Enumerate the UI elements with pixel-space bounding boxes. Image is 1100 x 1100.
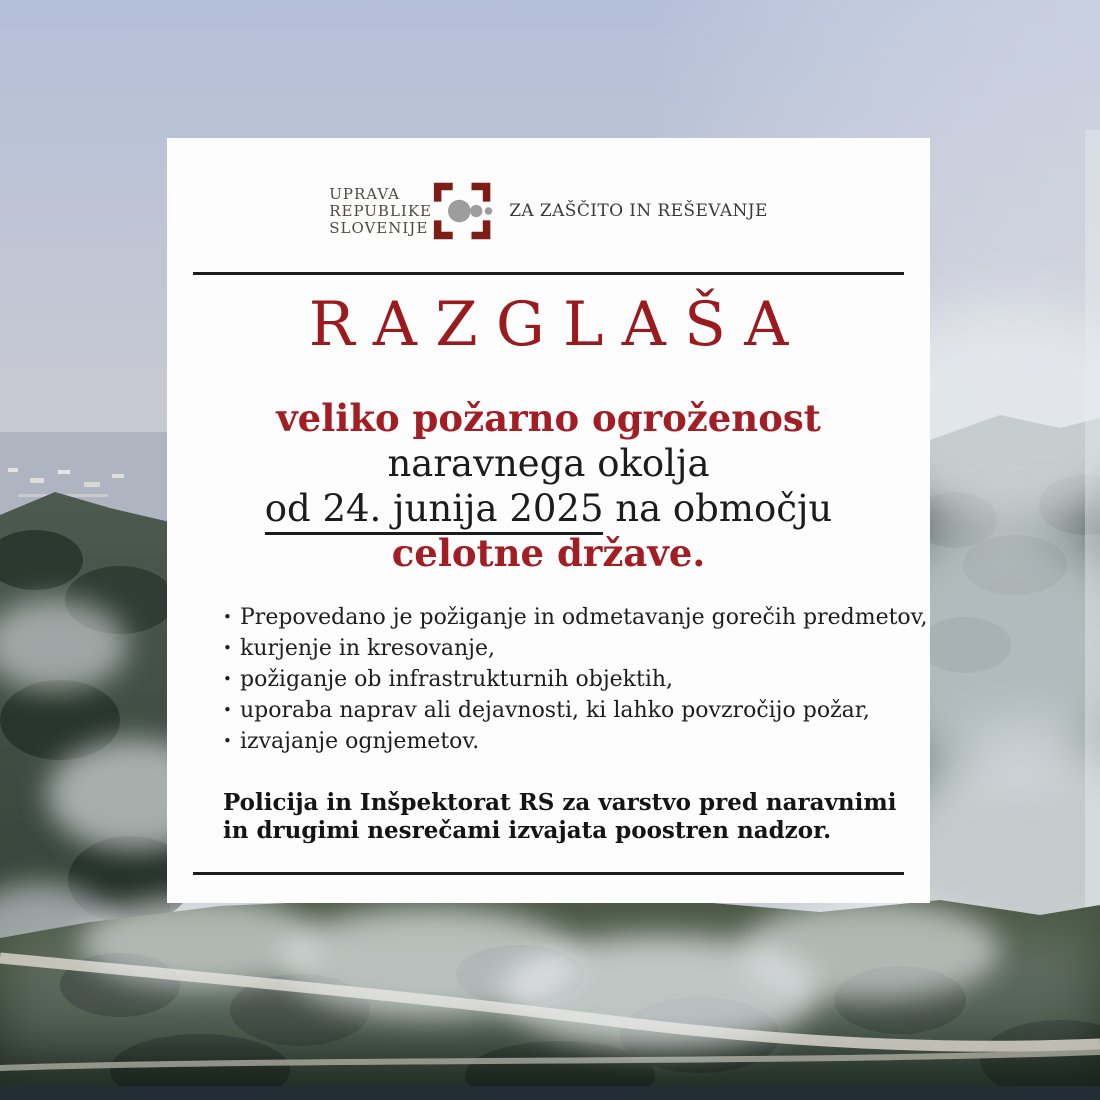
prohibition-list (223, 602, 928, 757)
divider-top (193, 272, 904, 275)
notice-card (167, 138, 930, 903)
bullet-dot: • (223, 670, 232, 688)
urszr-brackets-icon (432, 179, 496, 243)
logo-org-name (329, 184, 432, 237)
list-item-text: Prepovedano je požiganje in odmetavanje gorečih predmetov, (240, 605, 928, 630)
logo-org-line: UPRAVA (329, 184, 400, 203)
list-item-text: požiganje ob infrastrukturnih objektih, (240, 667, 674, 692)
bullet-dot: • (223, 639, 232, 657)
bullet-dot: • (223, 701, 232, 719)
proclamation-date-rest: na območju (603, 487, 833, 530)
logo-org-line: REPUBLIKE (329, 201, 432, 220)
list-item (223, 602, 928, 633)
bullet-dot: • (223, 608, 232, 626)
proclamation-line-date (167, 486, 930, 531)
list-item-text: izvajanje ognjemetov. (240, 729, 480, 754)
divider-bottom (193, 872, 904, 875)
list-item (223, 664, 912, 695)
enforcement-note (223, 789, 910, 845)
proclamation-line-danger: veliko požarno ogroženost (276, 396, 821, 440)
notice-title: RAZGLAŠA (308, 289, 807, 360)
proclamation-line-territory: celotne države. (391, 531, 706, 575)
logo-org-line: SLOVENIJE (329, 218, 429, 237)
list-item (223, 695, 912, 726)
proclamation-block (167, 396, 930, 576)
bullet-dot: • (223, 732, 232, 750)
enforcement-line: Policija in Inšpektorat RS za varstvo pred naravnimi (223, 789, 897, 816)
urszr-logo (167, 179, 930, 243)
logo-division-name: ZA ZAŠČITO IN REŠEVANJE (509, 201, 768, 221)
proclamation-line-environment: naravnega okolja (387, 442, 710, 485)
list-item-text: kurjenje in kresovanje, (240, 636, 496, 661)
proclamation-date-underlined: od 24. junija 2025 (265, 487, 604, 535)
list-item (223, 633, 912, 664)
list-item (223, 726, 912, 757)
enforcement-line: in drugimi nesrečami izvajata poostren nadzor. (223, 817, 832, 844)
list-item-text: uporaba naprav ali dejavnosti, ki lahko povzročijo požar, (240, 698, 870, 723)
